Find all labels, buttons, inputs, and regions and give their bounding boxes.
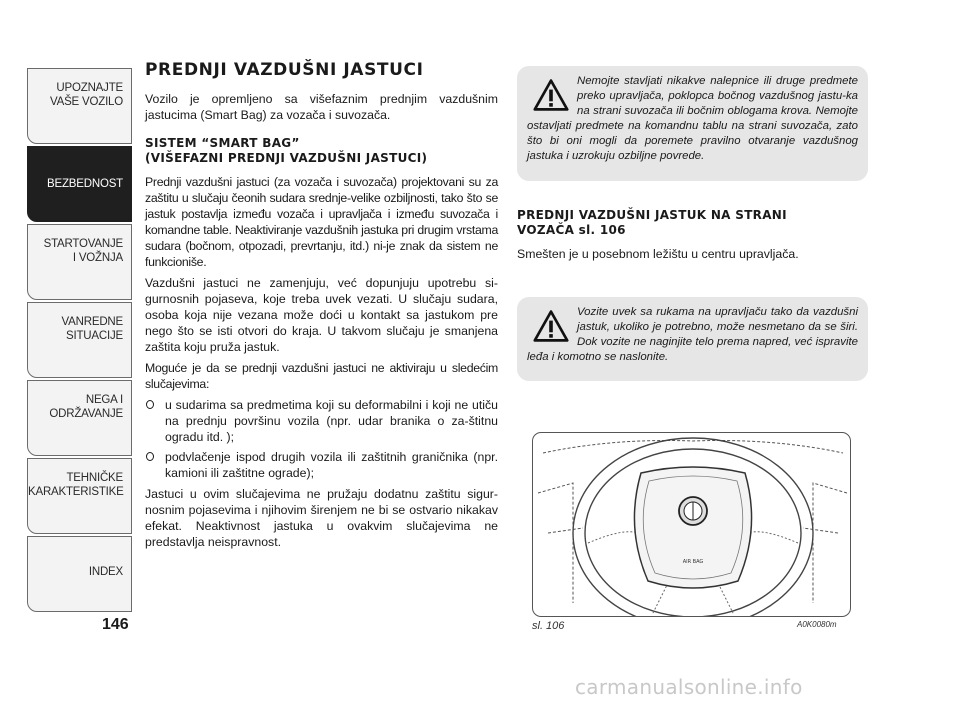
figure-caption: sl. 106 [532, 620, 565, 632]
watermark: carmanualsonline.info [575, 675, 803, 699]
list-item-text: podvlačenje ispod drugih vozila ili zaštitnih graničnika (npr. kamioni ili zaštitne ograde); [165, 450, 498, 480]
tab-label: BEZBEDNOST [47, 178, 123, 190]
section-heading-line: VOZAČA sl. 106 [517, 223, 626, 237]
intro-paragraph: Vozilo je opremljeno sa višefaznim prednjim vazdušnim jastucima (Smart Bag) za vozača i suvozača. [145, 92, 498, 122]
tab-bezbednost[interactable] [27, 146, 132, 222]
tab-label: VAŠE VOZILO [50, 96, 123, 108]
left-column [145, 60, 498, 555]
tab-label: NEGA I [85, 394, 123, 406]
page-title: PREDNJI VAZDUŠNI JASTUCI [145, 60, 424, 80]
tab-label: SITUACIJE [66, 330, 123, 342]
warning-box [517, 297, 868, 381]
bullet-list [145, 397, 498, 481]
tab-label: VANREDNE [61, 316, 123, 328]
tab-upoznajte[interactable] [27, 68, 132, 144]
body-paragraph: Prednji vazdušni jastuci (za vozača i suvozača) projektovani su za zaštitu u slučaju čeonih sudara srednje-velike ozbiljnosti, tako što se jastuk postavlja između vozača i upravljača i između suvozača i komandne table. Neaktiviranje vazdušnih jastuka pri drugim vrstama sudara (bočnom, otpozadi, prevrtanju, itd.) ni-je znak da sistem ne funkcioniše. [145, 175, 498, 269]
section-heading [517, 208, 870, 238]
body-paragraph: Moguće je da se prednji vazdušni jastuci ne aktiviraju u sledećim slučajevima: [145, 361, 498, 391]
tab-tehnicke[interactable] [27, 458, 132, 534]
page-number: 146 [102, 616, 129, 633]
section-heading-line: (VIŠEFAZNI PREDNJI VAZDUŠNI JASTUCI) [145, 151, 428, 165]
circle-bullet-icon [146, 452, 154, 461]
tab-label: ODRŽAVANJE [49, 408, 123, 420]
tab-label: STARTOVANJE [43, 238, 123, 250]
right-column [517, 208, 870, 267]
tab-nega[interactable] [27, 380, 132, 456]
tab-label: UPOZNAJTE [56, 82, 123, 94]
section-heading [145, 136, 498, 166]
list-item-text: u sudarima sa predmetima koji su deformabilni i koji ne utiču na prednju površinu vozila (npr. udar branika o za-štitnu ogradu itd. ); [165, 398, 498, 444]
airbag-label: AIR BAG [682, 559, 704, 565]
warning-text: Nemojte stavljati nikakve nalepnice ili druge predmete preko upravljača, poklopca bočnog vazdušnog jastu-ka na strani suvozača ili bočnim oblogama krova. Nemojte ostavljati predmete na komandnu tablu na strani suvozača, zato što bi oni mogli da poremete pravilno otvaranje vazdušnog jastuka i uzrokuju ozbiljne povrede. [527, 75, 858, 162]
warning-box [517, 66, 868, 181]
list-item [145, 397, 498, 445]
circle-bullet-icon [146, 400, 154, 409]
steering-wheel-illustration [533, 433, 851, 617]
section-heading-line: PREDNJI VAZDUŠNI JASTUK NA STRANI [517, 208, 787, 222]
body-paragraph: Jastuci u ovim slučajevima ne pružaju dodatnu zaštitu sigur-nosnim pojasevima i njihovim širenjem ne bi se ostvario nikakav efekat. Neaktivnost jastuka u ovakvim slučajevima ne predstavlja neispravnost. [145, 487, 498, 549]
figure-code: A0K0080m [797, 620, 837, 629]
warning-triangle-icon [533, 78, 569, 112]
tab-index[interactable] [27, 536, 132, 612]
tab-startovanje[interactable] [27, 224, 132, 300]
tab-label: I VOŽNJA [72, 252, 123, 264]
tab-label: INDEX [88, 566, 123, 578]
tab-label: TEHNIČKE [66, 472, 123, 484]
body-paragraph: Vazdušni jastuci ne zamenjuju, već dopunjuju upotrebu si-gurnosnih pojaseva, koje treba uvek vezati. U slučaju sudara, osoba koja nije vezana može doći u kontakt sa jastukom pre nego što se isti otvori do kraja. U takvom slučaju je smanjena zaštita koju pruža jastuk. [145, 276, 498, 354]
steering-wheel-figure [532, 432, 851, 617]
tab-vanredne[interactable] [27, 302, 132, 378]
warning-triangle-icon [533, 309, 569, 343]
body-paragraph: Smešten je u posebnom ležištu u centru upravljača. [517, 247, 799, 261]
section-heading-line: SISTEM “SMART BAG” [145, 136, 300, 150]
tab-label: KARAKTERISTIKE [28, 486, 124, 498]
warning-text: Vozite uvek sa rukama na upravljaču tako da vazdušni jastuk, ukoliko je potrebno, može nesmetano da se širi. Dok vozite ne naginjite telo prema napred, već ispravite leđa i komotno se naslonite. [527, 306, 858, 363]
list-item [145, 449, 498, 481]
